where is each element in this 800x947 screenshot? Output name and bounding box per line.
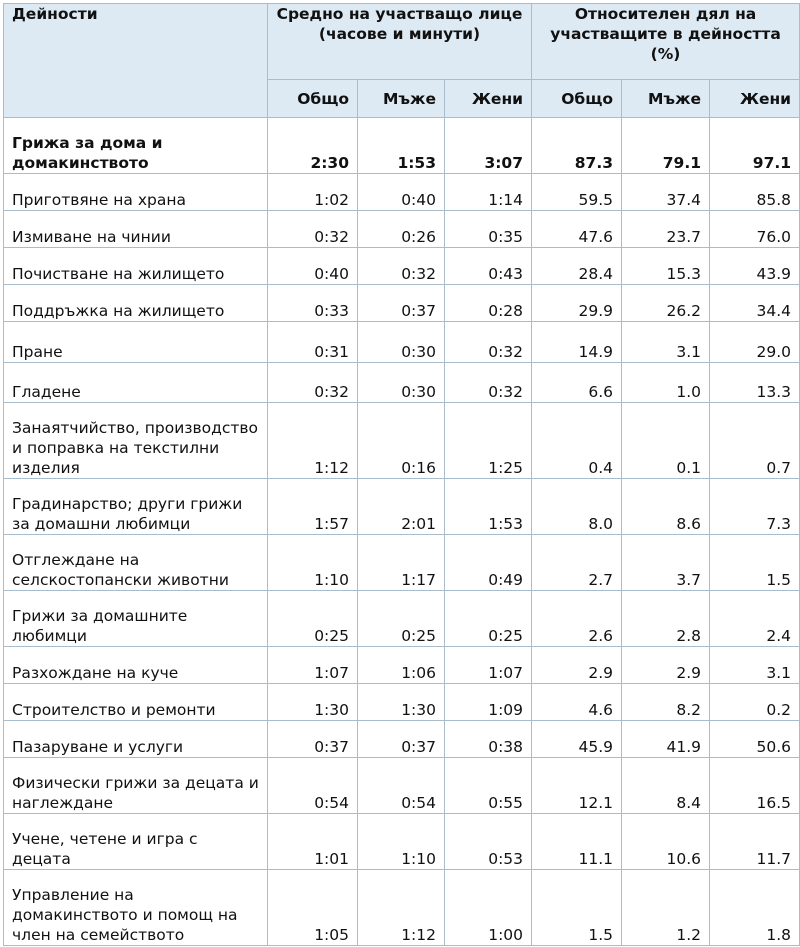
avg-women-cell: 0:53 (445, 814, 532, 870)
share-women-cell: 16.5 (710, 758, 800, 814)
table-row (4, 684, 800, 721)
table-row (4, 403, 800, 479)
share-women-cell: 11.7 (710, 814, 800, 870)
avg-women-cell: 0:49 (445, 535, 532, 591)
share-women-cell: 43.9 (710, 248, 800, 285)
share-total-cell: 12.1 (532, 758, 622, 814)
activity-label: Физически грижи за децата и наглеждане (4, 758, 268, 814)
share-total-cell: 45.9 (532, 721, 622, 758)
share-women-cell: 85.8 (710, 174, 800, 211)
share-men-cell: 3.7 (622, 535, 710, 591)
avg-women-cell: 1:00 (445, 870, 532, 946)
activity-label: Гладене (4, 363, 268, 403)
avg-men-header: Мъже (358, 80, 445, 118)
share-men-cell: 26.2 (622, 285, 710, 322)
table-row (4, 174, 800, 211)
share-women-cell: 3.1 (710, 647, 800, 684)
table-row (4, 535, 800, 591)
avg-men-cell: 0:54 (358, 758, 445, 814)
avg-total-cell: 0:40 (268, 248, 358, 285)
avg-total-cell: 0:32 (268, 363, 358, 403)
activity-label: Почистване на жилището (4, 248, 268, 285)
avg-women-cell: 0:35 (445, 211, 532, 248)
avg-total-cell: 1:10 (268, 535, 358, 591)
avg-men-cell: 0:37 (358, 721, 445, 758)
avg-women-cell: 1:09 (445, 684, 532, 721)
activity-label: Разхождане на куче (4, 647, 268, 684)
share-men-cell: 8.6 (622, 479, 710, 535)
avg-total-cell: 2:30 (268, 118, 358, 174)
avg-women-header: Жени (445, 80, 532, 118)
avg-women-cell: 1:07 (445, 647, 532, 684)
share-men-cell: 1.2 (622, 870, 710, 946)
share-women-cell: 0.2 (710, 684, 800, 721)
table-row (4, 285, 800, 322)
avg-total-cell: 1:12 (268, 403, 358, 479)
table-row (4, 591, 800, 647)
share-men-cell: 23.7 (622, 211, 710, 248)
avg-men-cell: 0:25 (358, 591, 445, 647)
table-row (4, 248, 800, 285)
avg-women-cell: 1:25 (445, 403, 532, 479)
avg-men-cell: 1:53 (358, 118, 445, 174)
activity-label: Пазаруване и услуги (4, 721, 268, 758)
share-group-header: Относителен дял на участващите в дейността (%) (532, 4, 800, 80)
avg-total-cell: 1:05 (268, 870, 358, 946)
activity-label: Пране (4, 322, 268, 363)
avg-total-cell: 0:33 (268, 285, 358, 322)
share-men-cell: 2.8 (622, 591, 710, 647)
share-total-cell: 6.6 (532, 363, 622, 403)
table-row (4, 758, 800, 814)
activity-label: Занаятчийство, производство и поправка на текстилни изделия (4, 403, 268, 479)
share-total-cell: 14.9 (532, 322, 622, 363)
avg-men-cell: 0:40 (358, 174, 445, 211)
avg-total-cell: 1:01 (268, 814, 358, 870)
share-men-cell: 8.2 (622, 684, 710, 721)
avg-total-cell: 0:31 (268, 322, 358, 363)
avg-men-cell: 1:06 (358, 647, 445, 684)
avg-men-cell: 1:17 (358, 535, 445, 591)
activity-label: Измиване на чинии (4, 211, 268, 248)
avg-women-cell: 3:07 (445, 118, 532, 174)
share-women-cell: 0.7 (710, 403, 800, 479)
avg-women-cell: 0:25 (445, 591, 532, 647)
activity-label: Грижи за домашните любимци (4, 591, 268, 647)
avg-total-cell: 1:07 (268, 647, 358, 684)
table-row (4, 118, 800, 174)
share-total-cell: 2.6 (532, 591, 622, 647)
time-use-table (3, 3, 800, 946)
avg-men-cell: 0:32 (358, 248, 445, 285)
avg-women-cell: 1:14 (445, 174, 532, 211)
share-men-cell: 41.9 (622, 721, 710, 758)
share-men-cell: 0.1 (622, 403, 710, 479)
activity-label: Управление на домакинството и помощ на член на семейството (4, 870, 268, 946)
avg-total-cell: 0:54 (268, 758, 358, 814)
share-total-cell: 11.1 (532, 814, 622, 870)
share-men-header: Мъже (622, 80, 710, 118)
share-total-cell: 8.0 (532, 479, 622, 535)
activity-label: Строителство и ремонти (4, 684, 268, 721)
activities-header: Дейности (4, 4, 268, 118)
share-women-cell: 29.0 (710, 322, 800, 363)
share-total-cell: 2.7 (532, 535, 622, 591)
table-row (4, 211, 800, 248)
activity-label: Отглеждане на селскостопански животни (4, 535, 268, 591)
avg-men-cell: 1:12 (358, 870, 445, 946)
share-total-cell: 2.9 (532, 647, 622, 684)
avg-women-cell: 1:53 (445, 479, 532, 535)
share-men-cell: 8.4 (622, 758, 710, 814)
avg-men-cell: 0:26 (358, 211, 445, 248)
share-men-cell: 37.4 (622, 174, 710, 211)
share-women-cell: 50.6 (710, 721, 800, 758)
table-row (4, 479, 800, 535)
table-row (4, 322, 800, 363)
table-row (4, 363, 800, 403)
avg-total-header: Общо (268, 80, 358, 118)
activity-label: Грижа за дома и домакинството (4, 118, 268, 174)
table-body (4, 118, 800, 946)
avg-total-cell: 1:02 (268, 174, 358, 211)
avg-women-cell: 0:32 (445, 363, 532, 403)
share-men-cell: 1.0 (622, 363, 710, 403)
share-women-cell: 2.4 (710, 591, 800, 647)
activity-label: Поддръжка на жилището (4, 285, 268, 322)
avg-total-cell: 1:30 (268, 684, 358, 721)
avg-total-cell: 1:57 (268, 479, 358, 535)
avg-men-cell: 1:10 (358, 814, 445, 870)
avg-women-cell: 0:43 (445, 248, 532, 285)
avg-men-cell: 0:30 (358, 363, 445, 403)
activity-label: Приготвяне на храна (4, 174, 268, 211)
avg-men-cell: 0:37 (358, 285, 445, 322)
avg-men-cell: 1:30 (358, 684, 445, 721)
avg-total-cell: 0:32 (268, 211, 358, 248)
avg-time-group-header: Средно на участващо лице (часове и минути) (268, 4, 532, 80)
share-women-cell: 7.3 (710, 479, 800, 535)
share-total-cell: 87.3 (532, 118, 622, 174)
share-total-cell: 59.5 (532, 174, 622, 211)
avg-women-cell: 0:55 (445, 758, 532, 814)
share-men-cell: 10.6 (622, 814, 710, 870)
share-women-cell: 1.8 (710, 870, 800, 946)
share-men-cell: 2.9 (622, 647, 710, 684)
share-men-cell: 79.1 (622, 118, 710, 174)
avg-men-cell: 0:16 (358, 403, 445, 479)
table-row (4, 870, 800, 946)
share-women-cell: 13.3 (710, 363, 800, 403)
table-row (4, 814, 800, 870)
share-total-cell: 1.5 (532, 870, 622, 946)
share-women-cell: 34.4 (710, 285, 800, 322)
activity-label: Учене, четене и игра с децата (4, 814, 268, 870)
share-total-cell: 29.9 (532, 285, 622, 322)
avg-men-cell: 0:30 (358, 322, 445, 363)
share-women-header: Жени (710, 80, 800, 118)
share-women-cell: 97.1 (710, 118, 800, 174)
share-men-cell: 15.3 (622, 248, 710, 285)
share-men-cell: 3.1 (622, 322, 710, 363)
avg-total-cell: 0:37 (268, 721, 358, 758)
share-total-header: Общо (532, 80, 622, 118)
table-row (4, 721, 800, 758)
table-row (4, 647, 800, 684)
share-women-cell: 1.5 (710, 535, 800, 591)
share-total-cell: 47.6 (532, 211, 622, 248)
activity-label: Градинарство; други грижи за домашни любимци (4, 479, 268, 535)
avg-women-cell: 0:28 (445, 285, 532, 322)
avg-men-cell: 2:01 (358, 479, 445, 535)
avg-women-cell: 0:32 (445, 322, 532, 363)
share-total-cell: 4.6 (532, 684, 622, 721)
share-total-cell: 28.4 (532, 248, 622, 285)
share-total-cell: 0.4 (532, 403, 622, 479)
avg-total-cell: 0:25 (268, 591, 358, 647)
share-women-cell: 76.0 (710, 211, 800, 248)
avg-women-cell: 0:38 (445, 721, 532, 758)
